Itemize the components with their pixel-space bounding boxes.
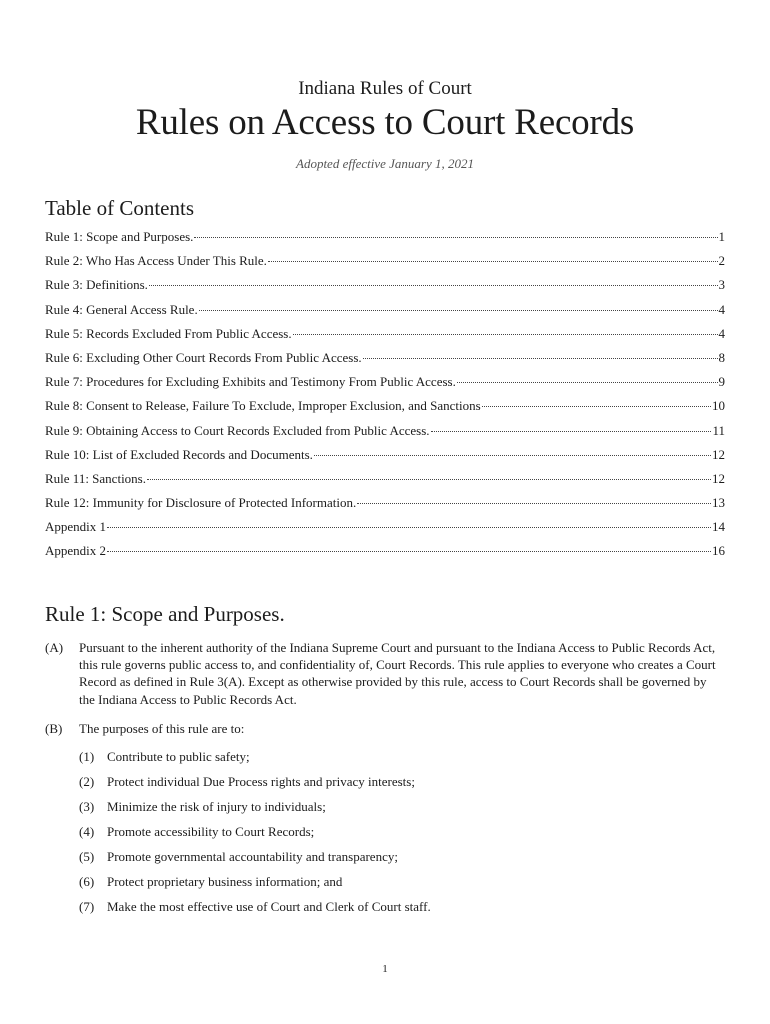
list-item xyxy=(79,849,719,874)
toc-leader xyxy=(107,527,711,528)
toc-entry-page: 2 xyxy=(718,253,725,269)
list-item-marker: (2) xyxy=(79,774,95,789)
paragraph-text: The purposes of this rule are to: xyxy=(79,721,245,736)
list-item-marker: (6) xyxy=(79,874,95,889)
list-item xyxy=(79,774,719,799)
toc-entry-label: Rule 6: Excluding Other Court Records From Public Access. xyxy=(45,349,362,365)
list-item-text: Make the most effective use of Court and Clerk of Court staff. xyxy=(107,899,431,914)
toc-entry-rule-5[interactable] xyxy=(45,326,725,350)
list-item-marker: (1) xyxy=(79,749,95,764)
toc-entry-rule-7[interactable] xyxy=(45,374,725,398)
toc-entry-label: Rule 8: Consent to Release, Failure To Exclude, Improper Exclusion, and Sanctions xyxy=(45,398,481,414)
toc-entry-label: Rule 10: List of Excluded Records and Documents. xyxy=(45,446,313,462)
toc-entry-page: 12 xyxy=(712,470,725,486)
toc-entry-label: Rule 5: Records Excluded From Public Access. xyxy=(45,325,292,341)
toc-leader xyxy=(147,479,711,480)
toc-leader xyxy=(199,310,718,311)
paragraph-a xyxy=(45,639,725,708)
toc-entry-page: 4 xyxy=(718,325,725,341)
list-item-text: Contribute to public safety; xyxy=(107,749,250,764)
toc-entry-page: 3 xyxy=(718,277,725,293)
toc-heading: Table of Contents xyxy=(45,196,194,220)
toc-entry-label: Rule 12: Immunity for Disclosure of Protected Information. xyxy=(45,495,357,511)
list-item-marker: (5) xyxy=(79,849,95,864)
toc-entry-rule-10[interactable] xyxy=(45,447,725,471)
paragraph-marker: (B) xyxy=(45,721,63,736)
toc-leader xyxy=(431,431,712,432)
toc-entry-appendix-2[interactable] xyxy=(45,543,725,567)
toc-entry-label: Rule 11: Sanctions. xyxy=(45,470,146,486)
list-item-text: Promote accessibility to Court Records; xyxy=(107,824,315,839)
list-item-text: Protect proprietary business information; and xyxy=(107,874,343,889)
toc-leader xyxy=(363,358,718,359)
toc-entry-rule-11[interactable] xyxy=(45,471,725,495)
purposes-list xyxy=(79,749,719,924)
toc-leader xyxy=(482,406,711,407)
toc-entry-label: Appendix 1 xyxy=(45,519,107,535)
toc-entry-rule-4[interactable] xyxy=(45,302,725,326)
toc-entry-appendix-1[interactable] xyxy=(45,519,725,543)
adopted-date: Adopted effective January 1, 2021 xyxy=(296,156,474,171)
toc-entry-page: 8 xyxy=(718,349,725,365)
toc-entry-label: Appendix 2 xyxy=(45,543,107,559)
toc-entry-rule-2[interactable] xyxy=(45,253,725,277)
section-heading: Rule 1: Scope and Purposes. xyxy=(45,602,285,626)
toc-entry-page: 9 xyxy=(718,374,725,390)
list-item xyxy=(79,799,719,824)
toc-entry-label: Rule 3: Definitions. xyxy=(45,277,148,293)
list-item-marker: (3) xyxy=(79,799,95,814)
paragraph-marker: (A) xyxy=(45,640,64,655)
list-item-marker: (4) xyxy=(79,824,95,839)
toc-entry-page: 16 xyxy=(712,543,725,559)
list-item xyxy=(79,899,719,924)
toc-entry-page: 12 xyxy=(712,446,725,462)
page-number: 1 xyxy=(382,963,388,975)
toc-leader xyxy=(357,503,711,504)
toc-leader xyxy=(457,382,718,383)
toc-entry-page: 4 xyxy=(718,301,725,317)
paragraph-b xyxy=(45,720,725,737)
toc-entry-rule-1[interactable] xyxy=(45,229,725,253)
toc-entry-label: Rule 2: Who Has Access Under This Rule. xyxy=(45,253,267,269)
toc-entry-rule-8[interactable] xyxy=(45,398,725,422)
toc-entry-page: 1 xyxy=(718,229,725,244)
toc-entry-rule-3[interactable] xyxy=(45,277,725,301)
list-item xyxy=(79,749,719,774)
toc-entry-page: 10 xyxy=(712,398,725,414)
toc-leader xyxy=(107,551,711,552)
toc-entry-page: 13 xyxy=(712,495,725,511)
toc-entry-page: 14 xyxy=(712,519,725,535)
toc-leader xyxy=(314,455,711,456)
list-item xyxy=(79,824,719,849)
paragraph-text: Pursuant to the inherent authority of the Indiana Supreme Court and pursuant to the Indiana Access to Public Records Act, this rule governs public access to, and confidentiality of, Court Records. This rule applies to everyone who creates a Court Record as defined in Rule 3(A). Except as otherwise provided by this rule, access to Court Records shall be governed by the Indiana Access to Public Records Act. xyxy=(79,640,716,707)
list-item-text: Minimize the risk of injury to individuals; xyxy=(107,799,326,814)
toc-leader xyxy=(268,261,718,262)
list-item-text: Protect individual Due Process rights and privacy interests; xyxy=(107,774,415,789)
toc-entry-rule-9[interactable] xyxy=(45,423,725,447)
toc-entry-label: Rule 9: Obtaining Access to Court Records Excluded from Public Access. xyxy=(45,422,430,438)
toc-entry-rule-6[interactable] xyxy=(45,350,725,374)
list-item xyxy=(79,874,719,899)
toc-entry-label: Rule 1: Scope and Purposes. xyxy=(45,229,194,244)
toc-leader xyxy=(194,237,717,238)
toc-leader xyxy=(149,285,718,286)
toc-entry-label: Rule 7: Procedures for Excluding Exhibits and Testimony From Public Access. xyxy=(45,374,456,390)
list-item-text: Promote governmental accountability and transparency; xyxy=(107,849,398,864)
court-name: Indiana Rules of Court xyxy=(298,78,472,99)
toc-entry-page: 11 xyxy=(712,422,725,438)
document-title: Rules on Access to Court Records xyxy=(135,102,635,143)
toc-entry-rule-12[interactable] xyxy=(45,495,725,519)
toc-leader xyxy=(293,334,718,335)
toc-entry-label: Rule 4: General Access Rule. xyxy=(45,301,198,317)
list-item-marker: (7) xyxy=(79,899,95,914)
table-of-contents xyxy=(45,229,725,568)
